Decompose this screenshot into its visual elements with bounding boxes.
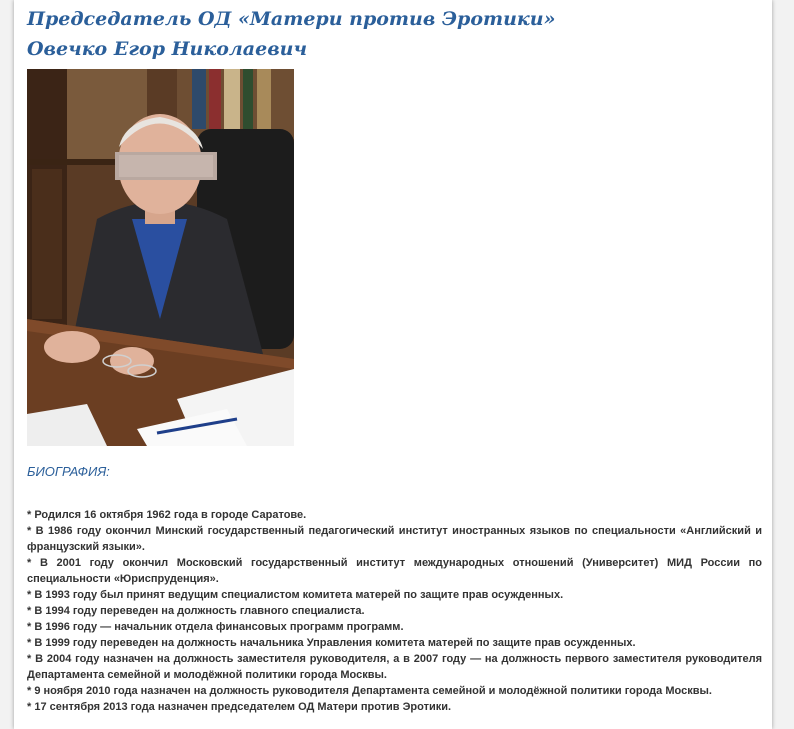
list-item: * Родился 16 октября 1962 года в городе Саратове. [27, 509, 307, 521]
list-item: * В 2004 году назначен на должность заместителя руководителя, а в 2007 году — на должность первого заместителя руководителя Департамента семейной и молодёжной политики города Москвы. [27, 653, 762, 681]
list-item: * В 1993 году был принят ведущим специалистом комитета матерей по защите прав осужденных. [27, 589, 564, 601]
list-item: * В 1996 году — начальник отдела финансовых программ программ. [27, 621, 404, 633]
list-item: * 17 сентября 2013 года назначен председателем ОД Матери против Эротики. [27, 701, 452, 713]
list-item: * 9 ноября 2010 года назначен на должность руководителя Департамента семейной и молодёжной политики города Москвы. [27, 685, 712, 697]
article-content [27, 0, 762, 715]
portrait-photo [27, 69, 294, 446]
list-item: * В 2001 году окончил Московский государственный институт международных отношений (Университет) МИД России по специальности «Юриспруденция». [27, 557, 762, 585]
list-item: * В 1999 году переведен на должность начальника Управления комитета матерей по защите прав осужденных. [27, 637, 636, 649]
biography-title: БИОГРАФИЯ: [27, 464, 110, 479]
page-container [14, 0, 772, 729]
person-name: Овечко Егор Николаевич [27, 38, 308, 60]
list-item: * В 1986 году окончил Минский государственный педагогический институт иностранных языков по специальности «Английский и французский языки». [27, 525, 762, 553]
biography-list [27, 507, 762, 715]
list-item: * В 1994 году переведен на должность главного специалиста. [27, 605, 365, 617]
page-title: Председатель ОД «Матери против Эротики» [27, 8, 556, 30]
